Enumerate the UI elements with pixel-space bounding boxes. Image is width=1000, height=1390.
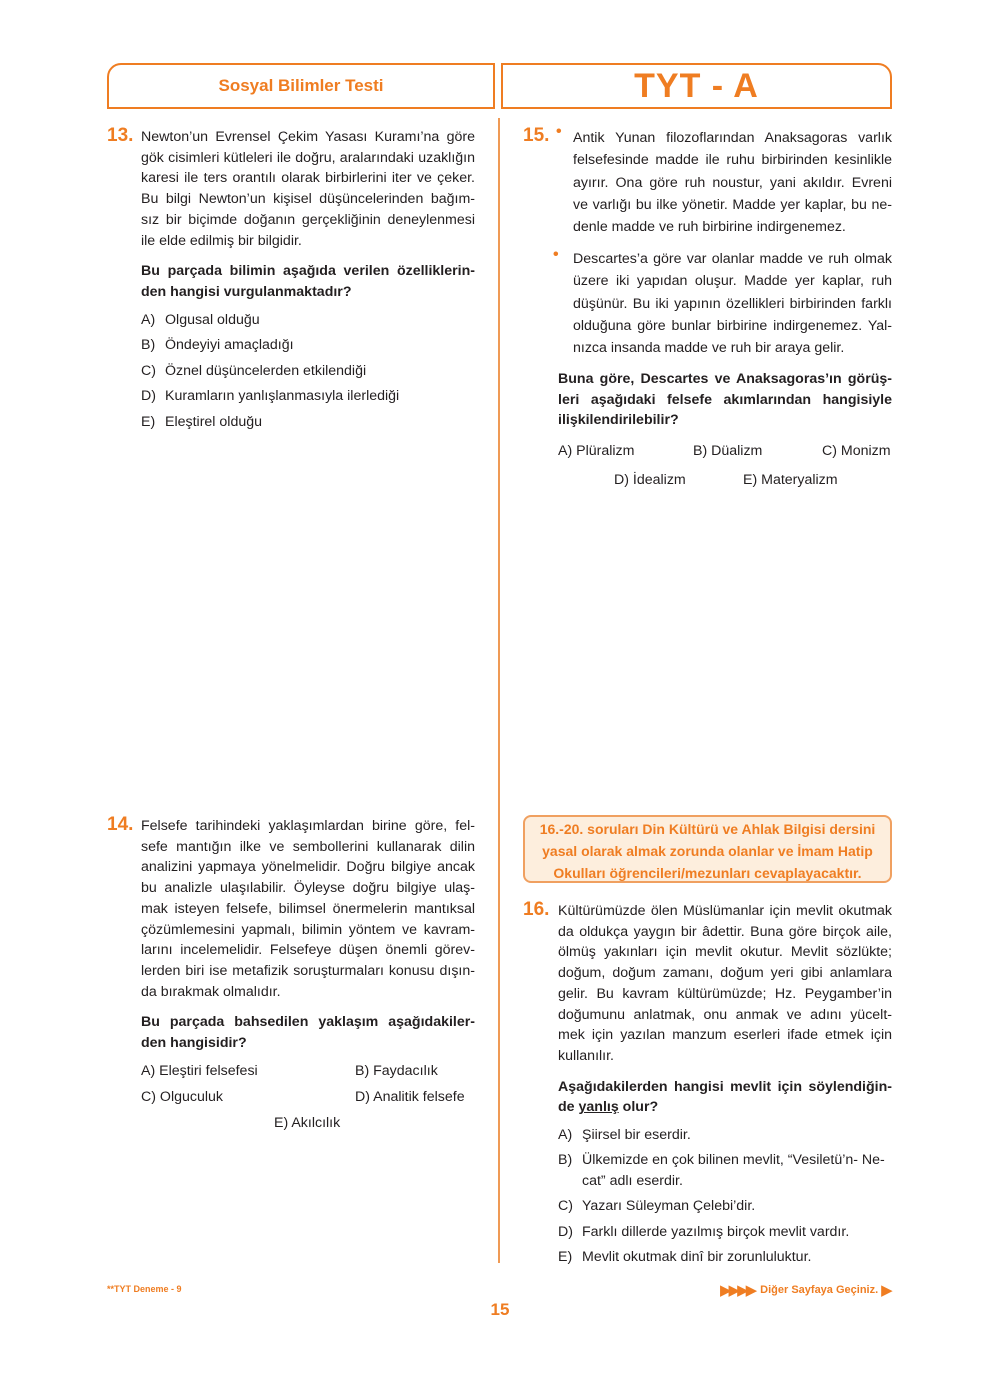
test-title: Sosyal Bilimler Testi (218, 76, 384, 95)
chevrons-right-icon: ▶▶▶▶ (720, 1282, 755, 1299)
q14-line: Felsefe tarihindeki yaklaşımlardan birine göre, fel- (141, 818, 475, 834)
q14-line: lerden biri ise metafizik soruşturmaları konusu dışın- (141, 962, 475, 979)
arrow-right-icon: ▶ (881, 1282, 893, 1299)
q14-line: da bırakmak olmalıdır. (141, 983, 281, 1000)
q14-line: çözümlemesini yapmalı, bilimin yöntem ve kavram- (141, 921, 475, 938)
q13-line: ile elde edilmiş bir bilgidir. (141, 232, 302, 249)
q13-option-d[interactable]: D) Kuramların yanlışlanmasıyla ilerlediği (141, 388, 400, 405)
next-page-indicator (720, 1279, 893, 1301)
q13-question: den hangisi vurgulanmaktadır? (141, 283, 352, 300)
question-15-paragraph-2 (573, 248, 892, 359)
q15-bullet1-line: ayırır. Ona göre ruh noustur, yani akıldır. Evreni (573, 174, 892, 191)
q15-bullet1-line: denle madde ve ruh birbirine indirgenemez. (573, 219, 846, 236)
q13-option-e[interactable]: E) Eleştirel olduğu (141, 413, 263, 430)
q14-question: den hangisidir? (141, 1035, 247, 1052)
q13-line: Newton’un Evrensel Çekim Yasası Kuramı’na göre (141, 129, 475, 145)
q14-line: analizini yapmaya yönelmelidir. Doğru bilgiye ancak (141, 859, 475, 876)
q13-line: karesi ile ters orantılı olarak birbirlerini iter ve çeker. (141, 170, 475, 187)
question-14 (141, 816, 475, 1141)
q15-bullet1-line: Antik Yunan filozoflarından Anaksagoras varlık (573, 130, 892, 146)
question-13 (141, 127, 475, 432)
question-14-number: 14. (107, 814, 134, 835)
q15-bullet2-line: üzere iki yapıdan oluşur. Madde yer kaplar, ruh (573, 273, 892, 290)
q15-bullet2-line: düşünür. Bu iki yapının özellikleri birbirinden farklı (573, 295, 892, 312)
q15-bullet2-line: nızca insanda madde ve ruh bir araya gelir. (573, 340, 845, 357)
q14-line: bu analizle ulaşılabilir. Öyleyse doğru bilgiye ulaş- (141, 880, 475, 897)
q16-option-a[interactable]: A) Şiirsel bir eserdir. (558, 1127, 691, 1144)
bullet-icon: • (553, 246, 559, 263)
q16-option-d[interactable]: D) Farklı dillerde yazılmış birçok mevlit vardır. (558, 1223, 850, 1240)
q15-option-e[interactable]: E) Materyalizm (743, 472, 838, 488)
page-number: 15 (490, 1300, 510, 1319)
test-title-box (107, 63, 495, 109)
question-15-number: 15. (523, 125, 550, 146)
q14-question: Bu parçada bahsedilen yaklaşım aşağıdakiler- (141, 1014, 475, 1031)
question-15-options (558, 441, 892, 501)
q16-question: de yanlış olur? (558, 1099, 659, 1116)
q16-option-b-continued: cat” adlı eserdir. (582, 1173, 683, 1190)
q13-option-b[interactable]: B) Öndeyiyi amaçladığı (141, 337, 294, 354)
q13-line: sız bir biçimde doğanın gerçekliğinin deneylenmesi (141, 211, 475, 228)
question-16 (558, 901, 892, 1268)
q15-bullet1-line: felsefesinde madde ile ruhu birbirinden kesinlikle (573, 152, 892, 169)
q13-option-a[interactable]: A) Olgusal olduğu (141, 311, 260, 328)
q14-option-d[interactable]: D) Analitik felsefe (355, 1088, 465, 1105)
q15-option-c[interactable]: C) Monizm (822, 443, 891, 459)
q16-option-e[interactable]: E) Mevlit okutmak dinî bir zorunluluktur. (558, 1248, 812, 1265)
q14-line: larını incelemelidir. Felsefeye düşen önemli görev- (141, 942, 475, 959)
q14-line: sefe mantığın ilke ve sembollerini kullanarak dilin (141, 838, 475, 855)
q14-option-c[interactable]: C) Olguculuk (141, 1088, 224, 1105)
q16-option-b[interactable]: B) Ülkemizde en çok bilinen mevlit, “Vesiletü’n- Ne- (558, 1152, 885, 1169)
q15-option-a[interactable]: A) Plüralizm (558, 443, 635, 459)
q15-question: Buna göre, Descartes ve Anaksagoras’ın görüş- (558, 371, 892, 387)
question-13-number: 13. (107, 125, 134, 146)
q16-option-c[interactable]: C) Yazarı Süleyman Çelebi’dir. (558, 1198, 756, 1215)
emphasis-word: yanlış (578, 1099, 619, 1116)
note-line: 16.-20. soruları Din Kültürü ve Ahlak Bilgisi dersini (539, 821, 876, 837)
q15-bullet1-line: ve varlığı bu ilke yönetir. Madde yer kaplar, bu ne- (573, 196, 892, 213)
q15-option-b[interactable]: B) Düalizm (693, 443, 763, 459)
booklet-type-box (501, 63, 892, 109)
q16-line: doğumunu anlatmak, onu anmak ve adını yücelt- (558, 1006, 892, 1023)
note-line: Okulları öğrencileri/mezunları cevaplayacaktır. (553, 865, 862, 881)
q16-line: ölmüş yakınları için mevlit okutur. Mevlit sözlükte; (558, 944, 892, 961)
q13-line: Bu bilgi Newton’un kişisel düşüncelerinden bağım- (141, 191, 475, 208)
q14-line: mak isteyen felsefe, bilimsel önermelerin mantıksal (141, 900, 475, 917)
question-15-paragraph-1 (573, 127, 892, 238)
q15-question: ilişkilendirilebilir? (558, 412, 679, 429)
q13-question: Bu parçada bilimin aşağıda verilen özelliklerin- (141, 263, 475, 280)
booklet-type: TYT - A (634, 66, 759, 105)
q16-line: kullanılır. (558, 1047, 614, 1064)
question-15-stem (558, 369, 892, 431)
q16-question: Aşağıdakilerden hangisi mevlit için söylendiğin- (558, 1078, 892, 1095)
q15-bullet2-line: Descartes’a göre var olanlar madde ve ruh olmak (573, 251, 892, 267)
q14-option-b[interactable]: B) Faydacılık (355, 1062, 438, 1079)
q16-line: doğum, doğum zamanı, doğum yeri gibi anlamlara (558, 965, 892, 982)
exam-label: **TYT Deneme - 9 (107, 1284, 182, 1294)
q15-option-d[interactable]: D) İdealizm (614, 472, 686, 488)
q16-line: Kültürümüzde ölen Müslümanlar için mevlit okutmak (558, 903, 892, 919)
q16-line: da oldukça yaygın bir âdettir. Buna göre birçok aile, (558, 923, 892, 940)
q15-bullet2-line: olduğuna göre bunlar birbirine indirgenemez. Yal- (573, 317, 892, 334)
q13-line: gök cisimleri kütleleri ile doğru, aralarındaki uzaklığın (141, 149, 475, 166)
note-line: yasal olarak almak zorunda olanlar ve İmam Hatip (542, 843, 873, 859)
q13-option-c[interactable]: C) Öznel düşüncelerden etkilendiği (141, 362, 367, 379)
q14-option-e[interactable]: E) Akılcılık (274, 1114, 341, 1131)
column-divider (498, 118, 500, 1263)
q15-question: leri aşağıdaki felsefe akımlarından hangisiyle (558, 391, 892, 408)
q16-line: mek için yazılan manzum eserleri ifade etmek için (558, 1027, 892, 1044)
bullet-icon: • (556, 123, 562, 140)
instruction-note (523, 815, 892, 883)
q16-line: gelir. Bu kavram kültürümüzde; Hz. Peygamber’in (558, 985, 892, 1002)
question-16-number: 16. (523, 899, 550, 920)
q14-option-a[interactable]: A) Eleştiri felsefesi (141, 1062, 258, 1079)
next-page-text: Diğer Sayfaya Geçiniz. (760, 1284, 879, 1296)
